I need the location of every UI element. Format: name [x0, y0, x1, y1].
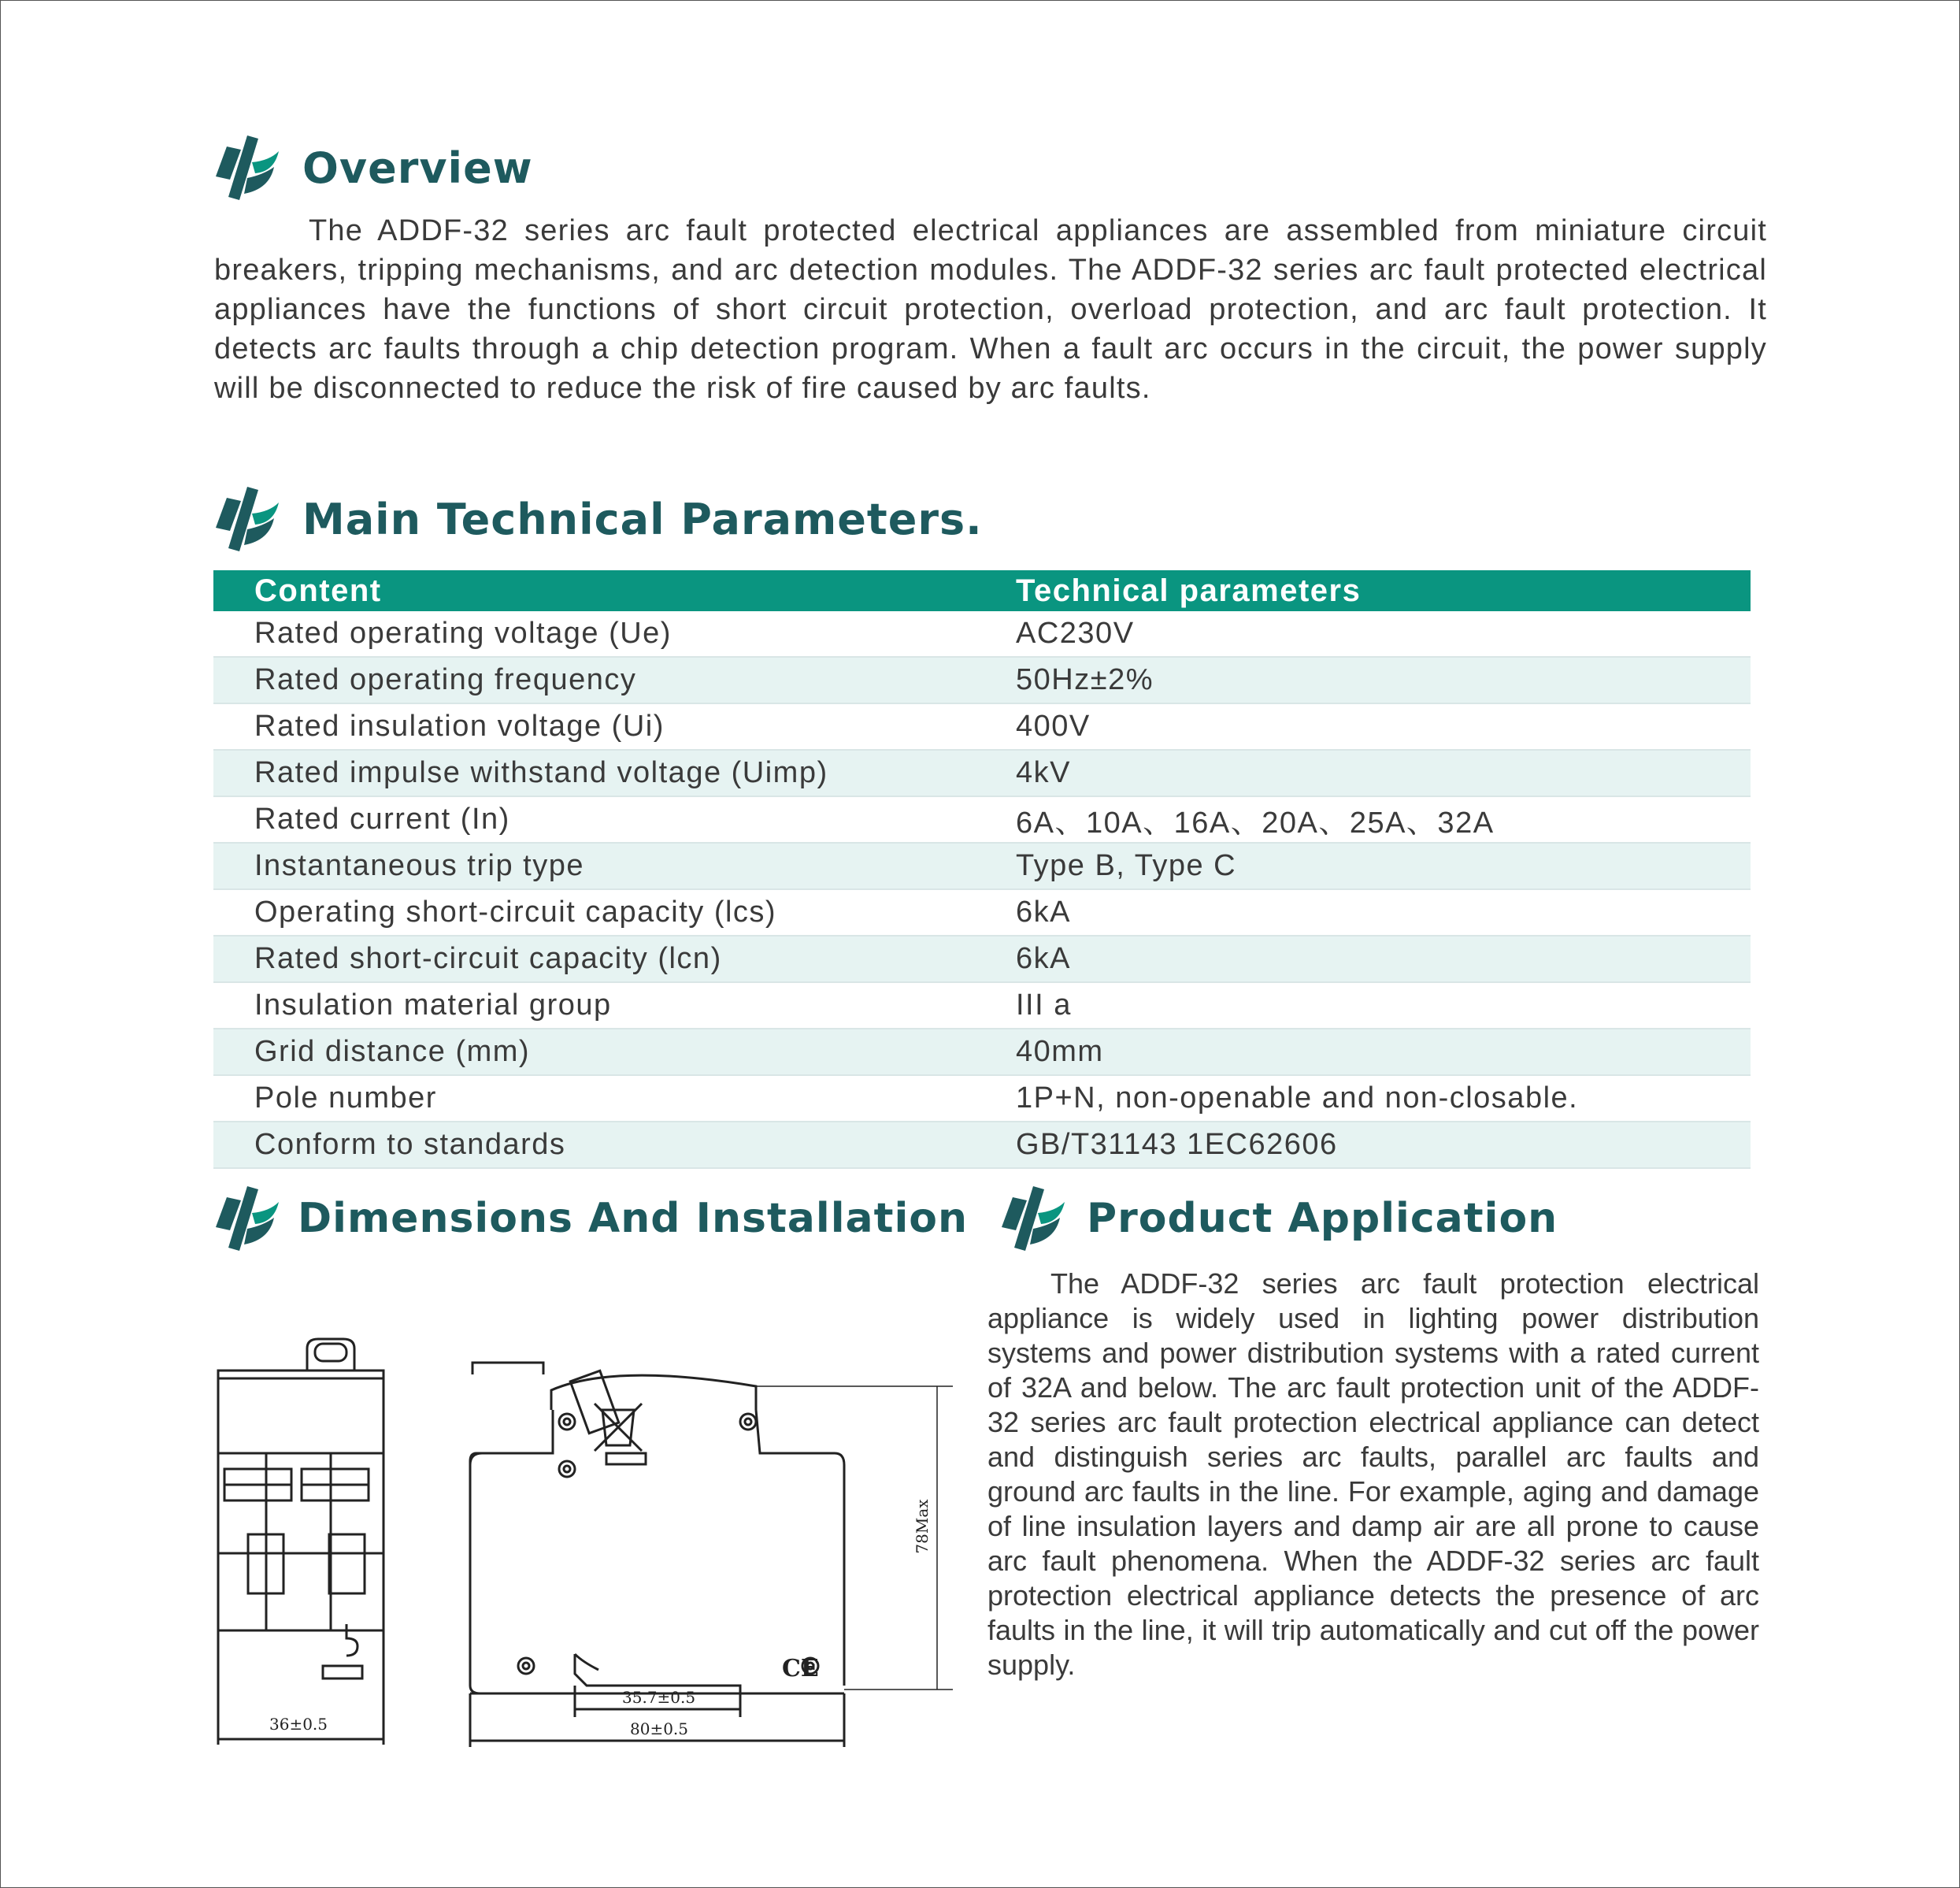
param-value-cell: 6kA: [975, 889, 1751, 936]
param-value-cell: 50Hz±2%: [975, 657, 1751, 703]
dimensions-title: Dimensions And Installation: [298, 1195, 969, 1242]
brand-leaf-logo-icon: [213, 1185, 280, 1252]
width-dimension-label: 36±0.5: [269, 1715, 328, 1734]
param-value-cell: 6A、10A、16A、20A、25A、32A: [975, 796, 1751, 843]
table-row: [213, 796, 1751, 843]
header-content: Content: [213, 570, 975, 611]
application-text: The ADDF-32 series arc fault protection electrical appliance is widely used in lighting power distribution systems and power distribution systems with a rated current of 32A and below. The arc fault protection unit of the ADDF-32 series arc fault protection electrical appliance can detect and distinguish series arc faults, parallel arc faults and ground arc faults in the line. For example, aging and damage of line insulation layers and damp air are all prone to cause arc fault phenomena. When the ADDF-32 series arc fault protection electrical appliance detects the presence of arc faults in the line, it will trip automatically and cut off the power supply.: [987, 1267, 1759, 1681]
dimension-drawing: [205, 1315, 961, 1756]
table-row: [213, 843, 1751, 889]
height-dimension-label: 78Max: [913, 1499, 932, 1554]
param-content-cell: Rated short-circuit capacity (lcn): [213, 936, 975, 982]
param-content-cell: Operating short-circuit capacity (lcs): [213, 889, 975, 936]
header-technical-parameters: Technical parameters: [975, 570, 1751, 611]
application-heading: [999, 1185, 1558, 1252]
overview-title: Overview: [302, 143, 533, 193]
front-view: [218, 1339, 383, 1745]
table-row: [213, 1029, 1751, 1075]
weee-bin-icon: [595, 1404, 642, 1451]
table-row: [213, 750, 1751, 796]
parameters-heading: [213, 485, 983, 553]
table-row: [213, 657, 1751, 703]
param-content-cell: Instantaneous trip type: [213, 843, 975, 889]
param-content-cell: Conform to standards: [213, 1122, 975, 1168]
table-row: [213, 611, 1751, 657]
param-content-cell: Pole number: [213, 1075, 975, 1122]
brand-leaf-logo-icon: [999, 1185, 1066, 1252]
param-content-cell: Rated impulse withstand voltage (Uimp): [213, 750, 975, 796]
table-header-row: [213, 570, 1751, 611]
param-content-cell: Rated insulation voltage (Ui): [213, 703, 975, 750]
dimensions-heading: [213, 1185, 968, 1252]
param-content-cell: Rated operating voltage (Ue): [213, 611, 975, 657]
depth-dimension-label: 80±0.5: [630, 1719, 689, 1738]
overview-heading: [213, 134, 533, 202]
param-value-cell: 400V: [975, 703, 1751, 750]
table-row: [213, 982, 1751, 1029]
param-value-cell: III a: [975, 982, 1751, 1029]
param-value-cell: GB/T31143 1EC62606: [975, 1122, 1751, 1168]
param-value-cell: 1P+N, non-openable and non-closable.: [975, 1075, 1751, 1122]
param-content-cell: Grid distance (mm): [213, 1029, 975, 1075]
param-value-cell: Type B, Type C: [975, 843, 1751, 889]
param-content-cell: Rated current (In): [213, 796, 975, 843]
parameters-table: [213, 570, 1751, 1169]
param-value-cell: 6kA: [975, 936, 1751, 982]
application-title: Product Application: [1087, 1195, 1558, 1242]
table-row: [213, 703, 1751, 750]
param-value-cell: 4kV: [975, 750, 1751, 796]
parameters-title: Main Technical Parameters.: [302, 494, 983, 544]
param-content-cell: Rated operating frequency: [213, 657, 975, 703]
overview-text: The ADDF-32 series arc fault protected electrical appliances are assembled from miniature circuit breakers, tripping mechanisms, and arc detection modules. The ADDF-32 series arc fault protected electrical appliances have the functions of short circuit protection, overload protection, and arc fault protection. It detects arc faults through a chip detection program. When a fault arc occurs in the circuit, the power supply will be disconnected to reduce the risk of fire caused by arc faults.: [214, 214, 1767, 405]
table-row: [213, 1075, 1751, 1122]
table-row: [213, 936, 1751, 982]
ce-mark: CE: [782, 1655, 819, 1682]
table-row: [213, 1122, 1751, 1168]
param-value-cell: AC230V: [975, 611, 1751, 657]
brand-leaf-logo-icon: [213, 134, 280, 202]
rail-dimension-label: 35.7±0.5: [622, 1688, 696, 1707]
table-row: [213, 889, 1751, 936]
param-content-cell: Insulation material group: [213, 982, 975, 1029]
brand-leaf-logo-icon: [213, 485, 280, 553]
param-value-cell: 40mm: [975, 1029, 1751, 1075]
